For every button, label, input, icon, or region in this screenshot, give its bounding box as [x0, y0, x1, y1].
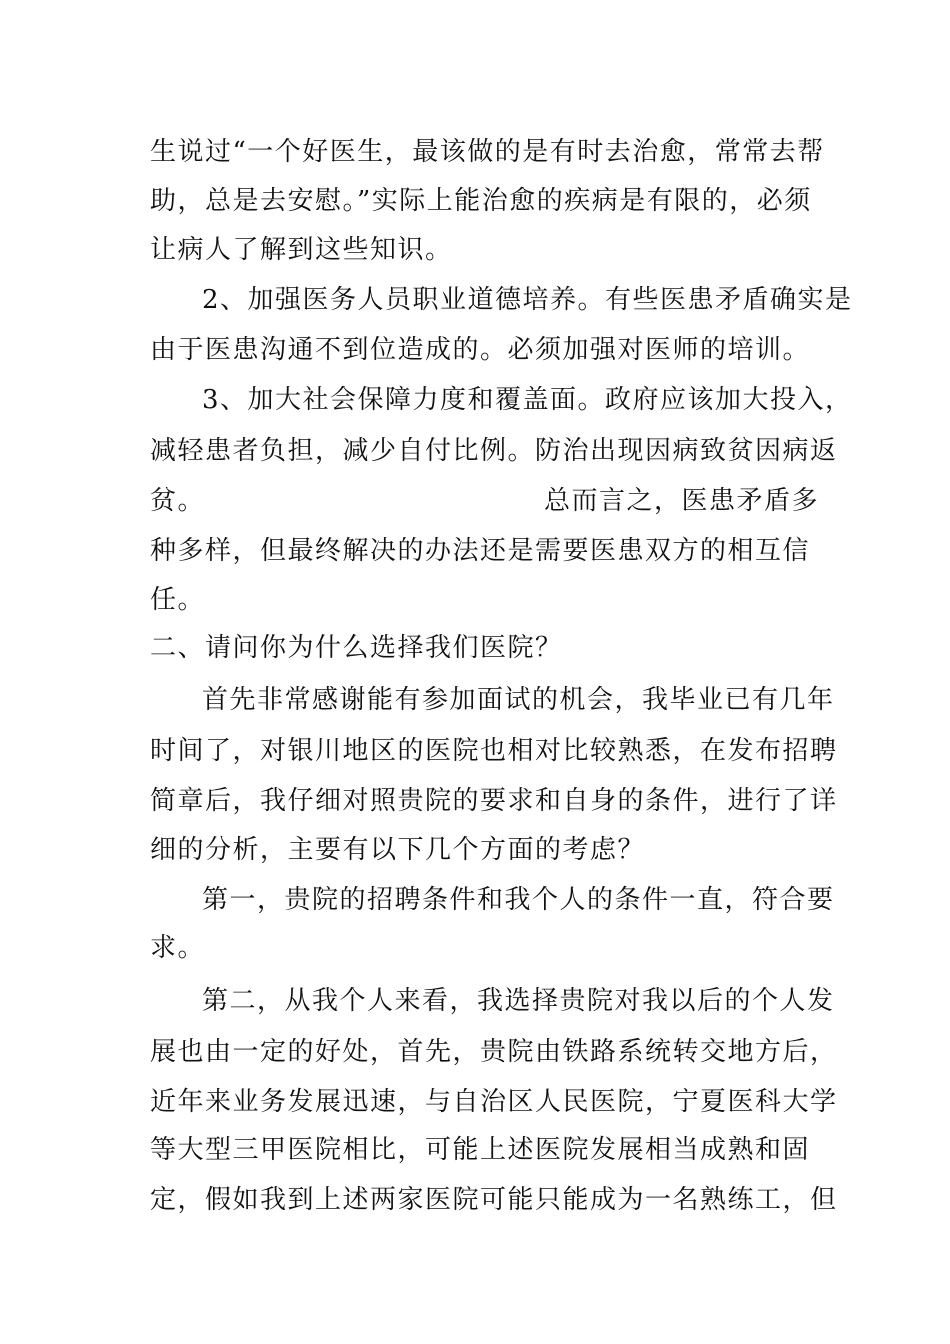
text-line: 减轻患者负担，减少自付比例。防治出现因病致贫因病返 [150, 436, 838, 466]
text-line: 定，假如我到上述两家医院可能只能成为一名熟练工，但 [150, 1185, 838, 1215]
text-line: 种多样，但最终解决的办法还是需要医患双方的相互信 [150, 536, 811, 566]
text-line: 第二，从我个人来看，我选择贵院对我以后的个人发 [202, 986, 835, 1016]
text-line: 生说过“一个好医生，最该做的是有时去治愈，常常去帮 [150, 137, 825, 167]
text-line: 近年来业务发展迅速，与自治区人民医院，宁夏医科大学 [150, 1087, 838, 1117]
text-line: 简章后，我仔细对照贵院的要求和自身的条件，进行了详 [150, 786, 838, 816]
section-heading: 二、请问你为什么选择我们医院？ [150, 633, 563, 663]
text-line: 等大型三甲医院相比，可能上述医院发展相当成熟和固 [150, 1135, 811, 1165]
text-line: 细的分析，主要有以下几个方面的考虑？ [150, 835, 646, 865]
text-line: 时间了，对银川地区的医院也相对比较熟悉，在发布招聘 [150, 736, 838, 766]
text-line: 展也由一定的好处，首先，贵院由铁路系统转交地方后， [150, 1037, 838, 1067]
text-line: 由于医患沟通不到位造成的。必须加强对医师的培训。 [150, 335, 811, 365]
text-line: 让病人了解到这些知识。 [150, 235, 453, 265]
text-line: 求。 [150, 933, 206, 963]
text-line: 助，总是去安慰。”实际上能治愈的疾病是有限的，必须 [150, 186, 812, 216]
text-line: 3、加大社会保障力度和覆盖面。政府应该加大投入， [202, 385, 853, 415]
text-line: 首先非常感谢能有参加面试的机会，我毕业已有几年 [202, 685, 835, 715]
text-line: 总而言之，医患矛盾多 [544, 486, 820, 516]
text-line: 任。 [150, 585, 206, 615]
text-line: 第一，贵院的招聘条件和我个人的条件一直，符合要 [202, 885, 835, 915]
text-line: 2、加强医务人员职业道德培养。有些医患矛盾确实是 [202, 285, 853, 315]
text-line: 贫。 [150, 486, 206, 516]
